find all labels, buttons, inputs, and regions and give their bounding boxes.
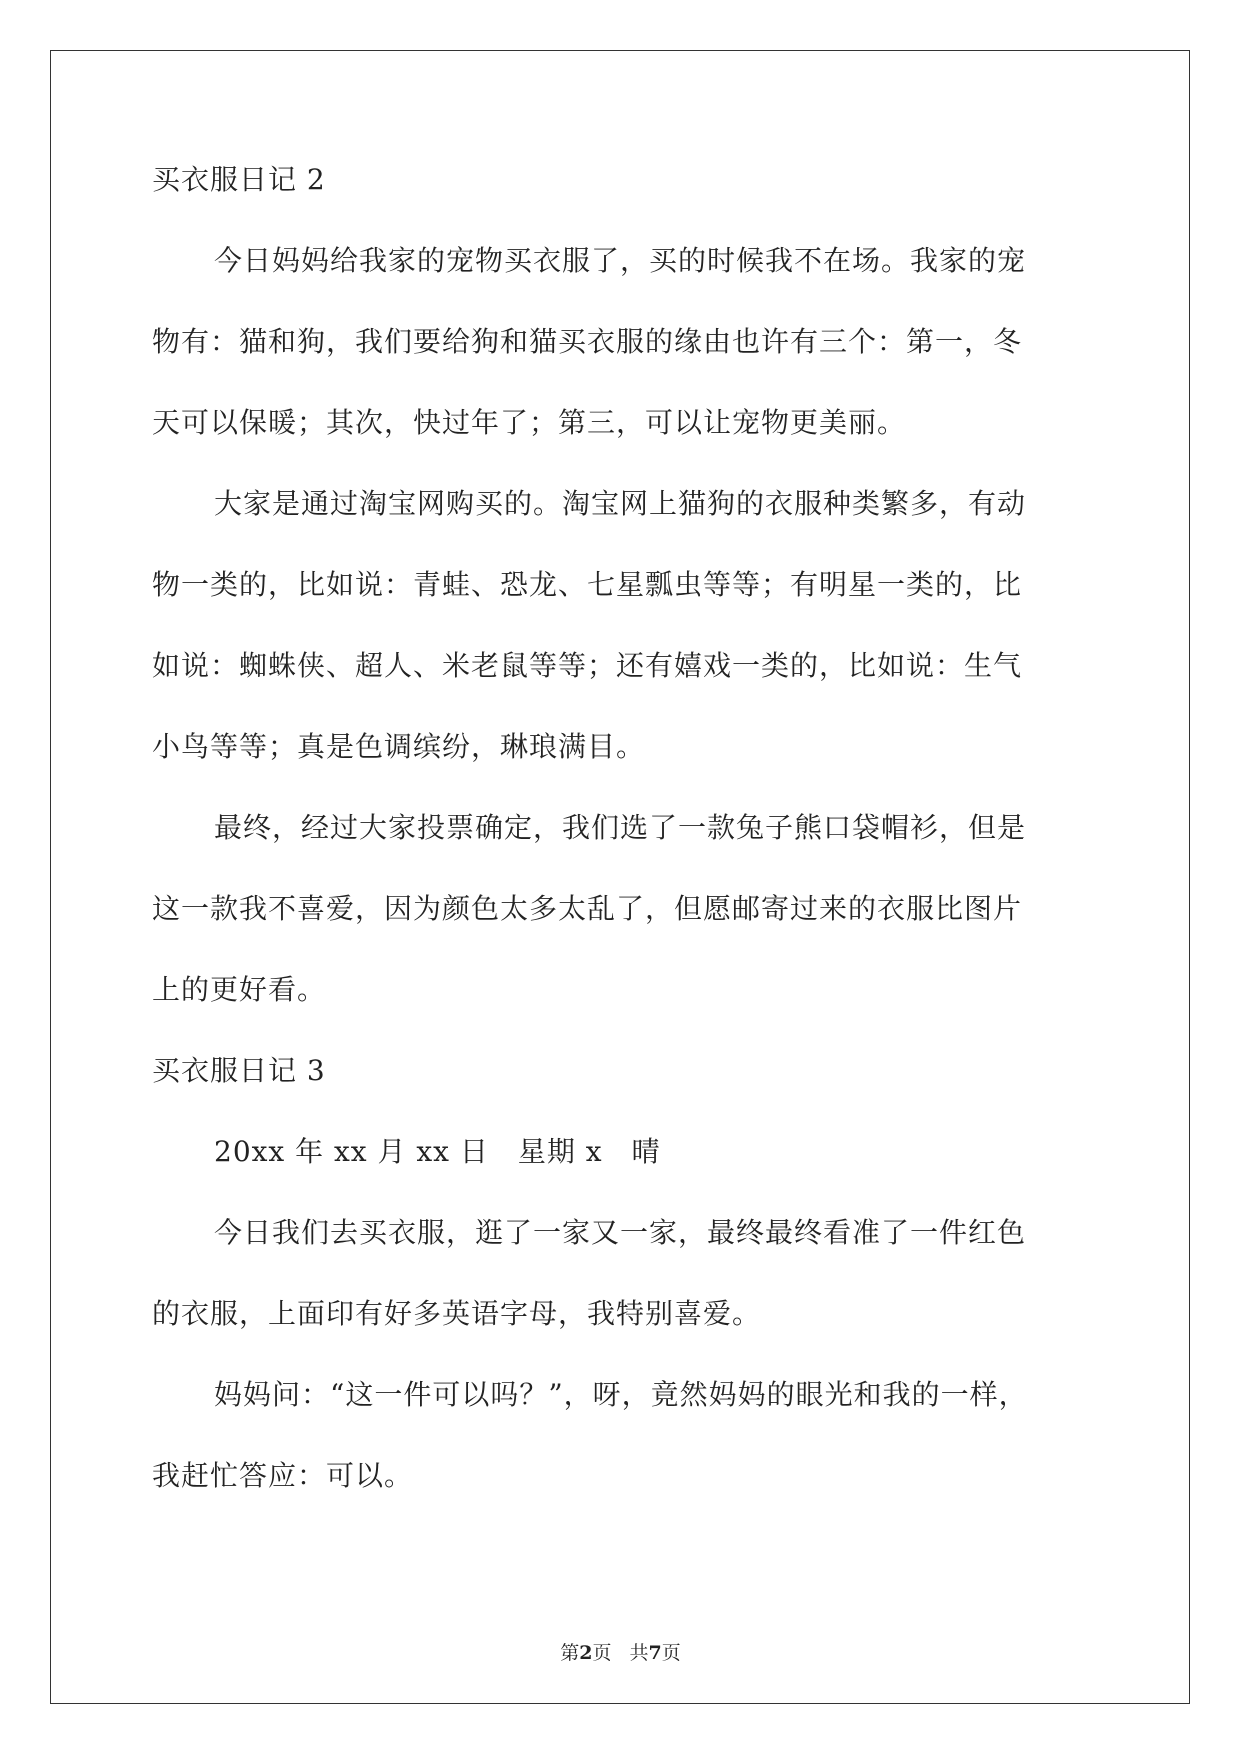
- paragraph-line: 如说：蜘蛛侠、超人、米老鼠等等；还有嬉戏一类的，比如说：生气: [152, 649, 1023, 682]
- paragraph-line: 小鸟等等；真是色调缤纷，琳琅满目。: [152, 730, 646, 763]
- paragraph-line: 大家是通过淘宝网购买的。淘宝网上猫狗的衣服种类繁多，有动: [214, 487, 1027, 520]
- paragraph-line: 今日妈妈给我家的宠物买衣服了，买的时候我不在场。我家的宠: [214, 244, 1027, 277]
- total-suffix: 页: [661, 1642, 681, 1664]
- page-prefix: 第: [560, 1642, 580, 1664]
- total-prefix: 共: [629, 1642, 649, 1664]
- section-heading: 买衣服日记 2: [152, 163, 326, 196]
- paragraph: [152, 1375, 1092, 1496]
- paragraph-line: 天可以保暖；其次，快过年了；第三，可以让宠物更美丽。: [152, 406, 907, 439]
- paragraph: [152, 484, 1092, 767]
- page-footer: [0, 1641, 1241, 1665]
- paragraph: [152, 808, 1092, 1010]
- paragraph-line: 这一款我不喜爱，因为颜色太多太乱了，但愿邮寄过来的衣服比图片: [152, 892, 1023, 925]
- section-heading: 买衣服日记 3: [152, 1054, 326, 1087]
- paragraph-line: 上的更好看。: [152, 973, 327, 1006]
- paragraph-line: 妈妈问：“这一件可以吗？”，呀，竟然妈妈的眼光和我的一样，: [214, 1378, 1028, 1411]
- page-number: 2: [579, 1642, 593, 1664]
- paragraph-line: 的衣服，上面印有好多英语字母，我特别喜爱。: [152, 1297, 762, 1330]
- date-line: 20xx 年 xx 月 xx 日 星期 x 晴: [214, 1135, 661, 1168]
- paragraph-line: 今日我们去买衣服，逛了一家又一家，最终最终看准了一件红色: [214, 1216, 1027, 1249]
- paragraph-line: 最终，经过大家投票确定，我们选了一款兔子熊口袋帽衫，但是: [214, 811, 1027, 844]
- paragraph: [152, 241, 1092, 443]
- paragraph-line: 我赶忙答应：可以。: [152, 1459, 414, 1492]
- page-suffix: 页: [592, 1642, 612, 1664]
- paragraph: [152, 1213, 1092, 1334]
- page-total: 7: [648, 1642, 662, 1664]
- paragraph-line: 物一类的，比如说：青蛙、恐龙、七星瓢虫等等；有明星一类的，比: [152, 568, 1023, 601]
- paragraph-line: 物有：猫和狗，我们要给狗和猫买衣服的缘由也许有三个：第一，冬: [152, 325, 1023, 358]
- document-body: [152, 160, 1092, 1496]
